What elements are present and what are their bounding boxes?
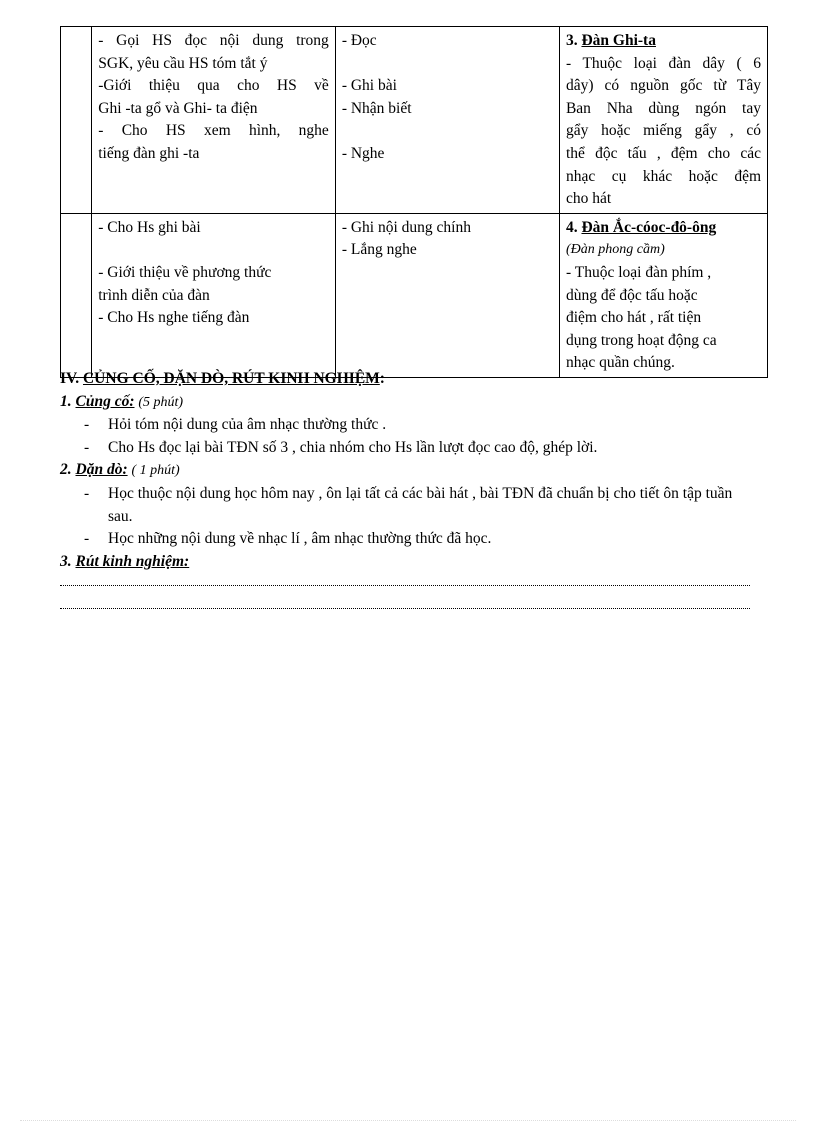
text-line: - Gọi HS đọc nội dung trong xyxy=(98,32,329,49)
part-heading xyxy=(60,391,760,415)
teacher-activity-cell xyxy=(92,213,336,377)
text-line: dụng trong hoạt động ca xyxy=(565,331,717,349)
text-line: điệm cho hát , rất tiện xyxy=(565,309,702,327)
part-heading xyxy=(60,459,760,483)
part-duration: ( 1 phút) xyxy=(131,463,180,479)
content-title-number: 3. xyxy=(565,32,578,49)
text-line: dùng để độc tấu hoặc xyxy=(565,286,698,304)
teacher-activity-cell xyxy=(92,27,336,214)
text-line: - Thuộc loại đàn phím , xyxy=(565,263,712,281)
list-item: - Học những nội dung về nhạc lí , âm nhạc thường thức đã học. xyxy=(108,528,760,551)
part-number: 1. xyxy=(60,392,72,410)
part-list xyxy=(60,483,760,551)
student-activity-cell xyxy=(335,27,559,214)
content-subtitle: (Đàn phong cầm) xyxy=(565,242,665,258)
text-line: cho hát xyxy=(565,190,612,208)
content-cell xyxy=(559,213,767,377)
text-line: nhạc quần chúng. xyxy=(565,354,675,372)
text-line: nhạc cụ khác hoặc đệm xyxy=(565,167,761,185)
text-line: - Giới thiệu về phương thức xyxy=(98,263,272,281)
text-line: - Cho Hs nghe tiếng đàn xyxy=(98,309,250,327)
content-title-text: Đàn Ghi-ta xyxy=(581,32,656,49)
content-title-number: 4. xyxy=(565,218,578,236)
text-line: dây) có nguồn gốc từ Tây xyxy=(565,77,761,95)
part-list xyxy=(60,414,760,459)
text-line: gẩy hoặc miếng gẩy , có xyxy=(565,122,761,140)
section-colon: : xyxy=(379,370,385,387)
table-row xyxy=(61,27,768,214)
list-item: - Hỏi tóm nội dung của âm nhạc thường thức . xyxy=(108,414,760,437)
list-item: - Học thuộc nội dung học hôm nay , ôn lại tất cả các bài hát , bài TĐN đã chuẩn bị cho tiết ôn tập tuần sau. xyxy=(108,483,760,528)
text-line xyxy=(342,120,553,143)
text-line: - Cho HS xem hình, nghe xyxy=(98,122,329,140)
lesson-plan-table xyxy=(60,26,768,378)
part-title: Dặn dò: xyxy=(75,461,128,479)
student-activity-cell xyxy=(335,213,559,377)
text-line: trình diễn của đàn xyxy=(98,286,210,304)
list-item: - Cho Hs đọc lại bài TĐN số 3 , chia nhóm cho Hs lần lượt đọc cao độ, ghép lời. xyxy=(108,437,760,460)
text-line: - Nhận biết xyxy=(341,99,412,117)
section-iv xyxy=(60,368,760,609)
section-number: IV. xyxy=(60,370,80,387)
text-line: thể độc tấu , đệm cho các xyxy=(565,144,761,162)
content-title xyxy=(566,217,761,240)
dotted-writing-line xyxy=(60,585,750,586)
section-heading xyxy=(60,368,760,391)
blank-cell xyxy=(61,213,92,377)
part-duration: (5 phút) xyxy=(138,394,184,410)
text-line: tiếng đàn ghi -ta xyxy=(98,144,200,162)
text-line: - Ghi bài xyxy=(341,77,397,95)
text-line: -Giới thiệu qua cho HS về xyxy=(98,77,329,95)
text-line: - Thuộc loại đàn dây ( 6 xyxy=(565,54,761,72)
part-number: 2. xyxy=(60,461,72,479)
part-title: Rút kinh nghiệm: xyxy=(75,552,190,570)
text-line: - Cho Hs ghi bài xyxy=(98,218,201,236)
part-heading xyxy=(60,551,760,574)
content-cell xyxy=(559,27,767,214)
section-title: CỦNG CỐ, DẶN DÒ, RÚT KINH NGHIỆM xyxy=(82,370,380,387)
text-line: SGK, yêu cầu HS tóm tắt ý xyxy=(98,54,268,72)
part-title: Củng cố: xyxy=(75,392,135,410)
content-title-text: Đàn Ắc-cóoc-đô-ông xyxy=(581,218,717,236)
dotted-writing-line xyxy=(60,608,750,609)
page-edge xyxy=(20,1120,796,1121)
text-line: Ban Nha dùng ngón tay xyxy=(565,99,761,117)
text-line: - Nghe xyxy=(341,144,385,162)
part-number: 3. xyxy=(60,552,72,570)
text-line: Ghi -ta gổ và Ghi- ta điện xyxy=(98,99,258,117)
text-line: - Ghi nội dung chính xyxy=(341,218,471,236)
text-line xyxy=(342,53,553,76)
text-line xyxy=(98,239,329,262)
table-row xyxy=(61,213,768,377)
content-title xyxy=(566,30,761,53)
text-line: - Lắng nghe xyxy=(341,241,417,259)
blank-cell xyxy=(61,27,92,214)
text-line: - Đọc xyxy=(341,32,377,49)
